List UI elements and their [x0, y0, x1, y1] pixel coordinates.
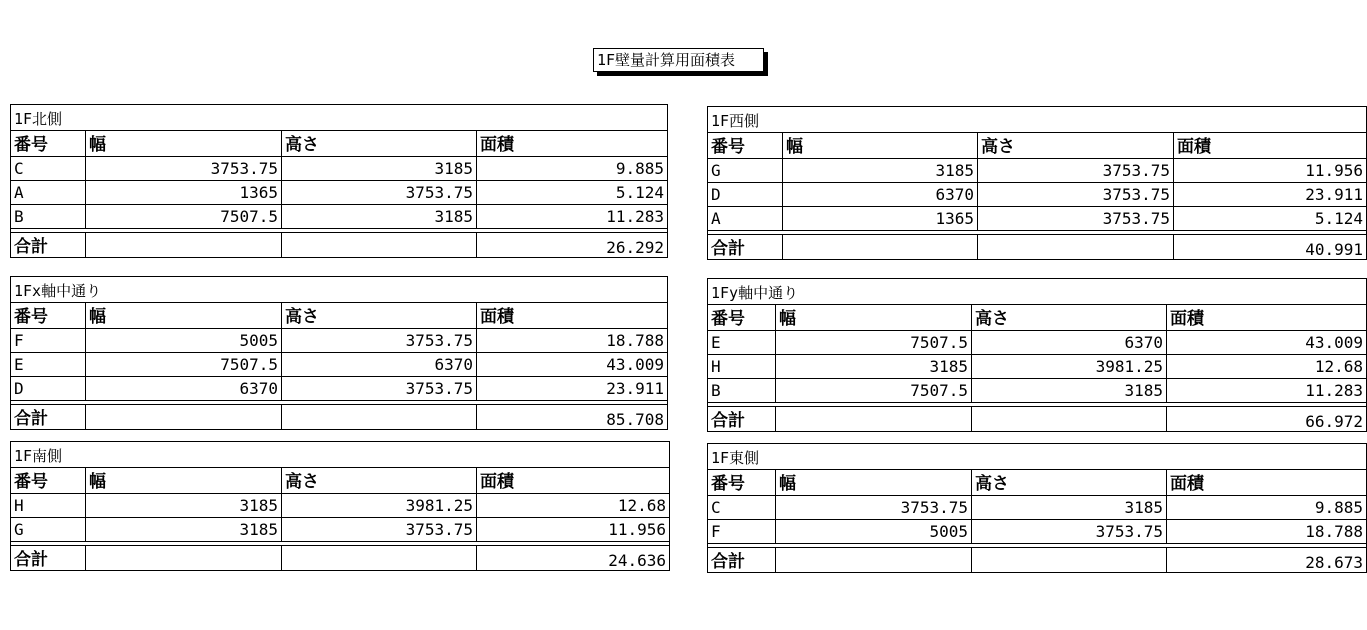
total-empty-height[interactable]	[282, 405, 477, 429]
cell-number[interactable]: F	[708, 520, 776, 543]
header-number[interactable]: 番号	[708, 133, 783, 158]
table-row	[708, 331, 1366, 355]
cell-width[interactable]: 1365	[86, 181, 282, 204]
table-row	[11, 518, 669, 542]
cell-height[interactable]: 6370	[282, 353, 477, 376]
cell-number[interactable]: F	[11, 329, 86, 352]
header-height[interactable]: 高さ	[972, 470, 1167, 495]
header-row	[708, 305, 1366, 331]
cell-height[interactable]: 3185	[282, 157, 477, 180]
cell-area[interactable]: 18.788	[606, 331, 664, 350]
cell-height[interactable]: 3981.25	[282, 494, 477, 517]
total-empty-height[interactable]	[972, 407, 1167, 431]
cell-width[interactable]: 1365	[783, 207, 978, 230]
header-row	[708, 133, 1366, 159]
cell-height[interactable]: 3185	[282, 205, 477, 228]
total-area[interactable]: 26.292	[606, 238, 664, 257]
cell-height[interactable]: 3753.75	[978, 207, 1174, 230]
cell-height[interactable]: 3753.75	[282, 329, 477, 352]
table-title[interactable]: 1F北側	[11, 105, 667, 131]
cell-number[interactable]: A	[11, 181, 86, 204]
total-area[interactable]: 40.991	[1305, 240, 1363, 259]
cell-area[interactable]: 9.885	[615, 159, 664, 178]
cell-width[interactable]: 3185	[776, 355, 972, 378]
header-number[interactable]: 番号	[708, 470, 776, 495]
area-table-x-axis-middle	[10, 276, 668, 430]
total-row	[708, 548, 1366, 572]
cell-number[interactable]: C	[11, 157, 86, 180]
header-width[interactable]: 幅	[86, 303, 282, 328]
total-empty-height[interactable]	[972, 548, 1167, 572]
header-area[interactable]: 面積	[480, 307, 514, 327]
cell-area[interactable]: 43.009	[1305, 333, 1363, 352]
cell-width[interactable]: 3185	[86, 494, 282, 517]
cell-height[interactable]: 3753.75	[282, 518, 477, 541]
cell-area[interactable]: 11.956	[1305, 161, 1363, 180]
cell-area[interactable]: 9.885	[1314, 498, 1363, 517]
table-row	[11, 157, 667, 181]
total-empty-width[interactable]	[86, 546, 282, 570]
cell-number[interactable]: A	[708, 207, 783, 230]
total-empty-width[interactable]	[783, 235, 978, 259]
area-table-y-axis-middle	[707, 278, 1367, 432]
cell-height[interactable]: 3185	[972, 379, 1167, 402]
cell-area[interactable]: 18.788	[1305, 522, 1363, 541]
cell-width[interactable]: 5005	[776, 520, 972, 543]
table-row	[708, 183, 1366, 207]
header-area[interactable]: 面積	[480, 472, 514, 492]
total-label[interactable]: 合計	[708, 548, 776, 572]
table-title[interactable]: 1F西側	[708, 107, 1366, 133]
total-empty-height[interactable]	[282, 233, 477, 257]
cell-width[interactable]: 7507.5	[776, 379, 972, 402]
cell-height[interactable]: 3753.75	[972, 520, 1167, 543]
area-table-north	[10, 104, 668, 258]
table-title[interactable]: 1F南側	[11, 442, 669, 468]
table-row	[11, 181, 667, 205]
table-row	[708, 496, 1366, 520]
header-number[interactable]: 番号	[11, 303, 86, 328]
cell-width[interactable]: 7507.5	[86, 205, 282, 228]
total-empty-height[interactable]	[282, 546, 477, 570]
total-label[interactable]: 合計	[11, 233, 86, 257]
table-title[interactable]: 1Fx軸中通り	[11, 277, 667, 303]
cell-height[interactable]: 3753.75	[978, 159, 1174, 182]
total-empty-height[interactable]	[978, 235, 1174, 259]
total-empty-width[interactable]	[86, 405, 282, 429]
table-row	[708, 159, 1366, 183]
cell-number[interactable]: G	[708, 159, 783, 182]
cell-area[interactable]: 11.283	[1305, 381, 1363, 400]
cell-area[interactable]: 23.911	[1305, 185, 1363, 204]
header-height[interactable]: 高さ	[282, 303, 477, 328]
total-row	[11, 546, 669, 570]
total-row	[708, 235, 1366, 259]
cell-width[interactable]: 5005	[86, 329, 282, 352]
header-row	[11, 131, 667, 157]
area-table-east	[707, 443, 1367, 573]
total-area[interactable]: 85.708	[606, 410, 664, 429]
cell-height[interactable]: 6370	[972, 331, 1167, 354]
cell-area[interactable]: 43.009	[606, 355, 664, 374]
cell-number[interactable]: B	[708, 379, 776, 402]
total-row	[708, 407, 1366, 431]
cell-area[interactable]: 11.956	[608, 520, 666, 539]
header-number[interactable]: 番号	[708, 305, 776, 330]
cell-number[interactable]: C	[708, 496, 776, 519]
header-area[interactable]: 面積	[1177, 137, 1211, 157]
header-height[interactable]: 高さ	[972, 305, 1167, 330]
table-title[interactable]: 1F東側	[708, 444, 1366, 470]
table-row	[708, 520, 1366, 544]
cell-number[interactable]: G	[11, 518, 86, 541]
cell-width[interactable]: 3753.75	[776, 496, 972, 519]
cell-number[interactable]: E	[11, 353, 86, 376]
table-row	[708, 207, 1366, 231]
header-width[interactable]: 幅	[776, 470, 972, 495]
total-label[interactable]: 合計	[11, 546, 86, 570]
cell-width[interactable]: 6370	[783, 183, 978, 206]
cell-height[interactable]: 3753.75	[282, 377, 477, 400]
area-table-west	[707, 106, 1367, 260]
total-label[interactable]: 合計	[708, 407, 776, 431]
cell-number[interactable]: D	[11, 377, 86, 400]
cell-width[interactable]: 3185	[783, 159, 978, 182]
cell-width[interactable]: 6370	[86, 377, 282, 400]
header-area[interactable]: 面積	[1170, 474, 1204, 494]
total-empty-width[interactable]	[86, 233, 282, 257]
table-row	[11, 377, 667, 401]
total-label[interactable]: 合計	[708, 235, 783, 259]
header-area[interactable]: 面積	[1170, 309, 1204, 329]
total-area[interactable]: 28.673	[1305, 553, 1363, 572]
total-empty-width[interactable]	[776, 407, 972, 431]
total-area[interactable]: 24.636	[608, 551, 666, 570]
header-height[interactable]: 高さ	[978, 133, 1174, 158]
cell-area[interactable]: 12.68	[1314, 357, 1363, 376]
header-width[interactable]: 幅	[86, 468, 282, 493]
header-number[interactable]: 番号	[11, 468, 86, 493]
table-row	[708, 379, 1366, 403]
cell-height[interactable]: 3753.75	[282, 181, 477, 204]
cell-number[interactable]: E	[708, 331, 776, 354]
header-width[interactable]: 幅	[783, 133, 978, 158]
total-empty-width[interactable]	[776, 548, 972, 572]
cell-number[interactable]: H	[11, 494, 86, 517]
total-row	[11, 233, 667, 257]
cell-number[interactable]: B	[11, 205, 86, 228]
table-row	[708, 355, 1366, 379]
table-row	[11, 205, 667, 229]
cell-area[interactable]: 23.911	[606, 379, 664, 398]
header-height[interactable]: 高さ	[282, 131, 477, 156]
table-title[interactable]: 1Fy軸中通り	[708, 279, 1366, 305]
cell-width[interactable]: 3185	[86, 518, 282, 541]
header-width[interactable]: 幅	[86, 131, 282, 156]
header-row	[708, 470, 1366, 496]
cell-area[interactable]: 12.68	[617, 496, 666, 515]
total-label[interactable]: 合計	[11, 405, 86, 429]
table-row	[11, 329, 667, 353]
cell-height[interactable]: 3981.25	[972, 355, 1167, 378]
header-row	[11, 303, 667, 329]
table-row	[11, 494, 669, 518]
sheet-title-box[interactable]: 1F壁量計算用面積表	[593, 48, 764, 72]
cell-height[interactable]: 3185	[972, 496, 1167, 519]
cell-width[interactable]: 7507.5	[776, 331, 972, 354]
cell-number[interactable]: D	[708, 183, 783, 206]
cell-height[interactable]: 3753.75	[978, 183, 1174, 206]
header-height[interactable]: 高さ	[282, 468, 477, 493]
cell-area[interactable]: 11.283	[606, 207, 664, 226]
cell-width[interactable]: 7507.5	[86, 353, 282, 376]
total-row	[11, 405, 667, 429]
header-width[interactable]: 幅	[776, 305, 972, 330]
area-table-south	[10, 441, 670, 571]
table-row	[11, 353, 667, 377]
cell-area[interactable]: 5.124	[615, 183, 664, 202]
header-row	[11, 468, 669, 494]
header-number[interactable]: 番号	[11, 131, 86, 156]
total-area[interactable]: 66.972	[1305, 412, 1363, 431]
header-area[interactable]: 面積	[480, 135, 514, 155]
cell-area[interactable]: 5.124	[1314, 209, 1363, 228]
cell-number[interactable]: H	[708, 355, 776, 378]
cell-width[interactable]: 3753.75	[86, 157, 282, 180]
